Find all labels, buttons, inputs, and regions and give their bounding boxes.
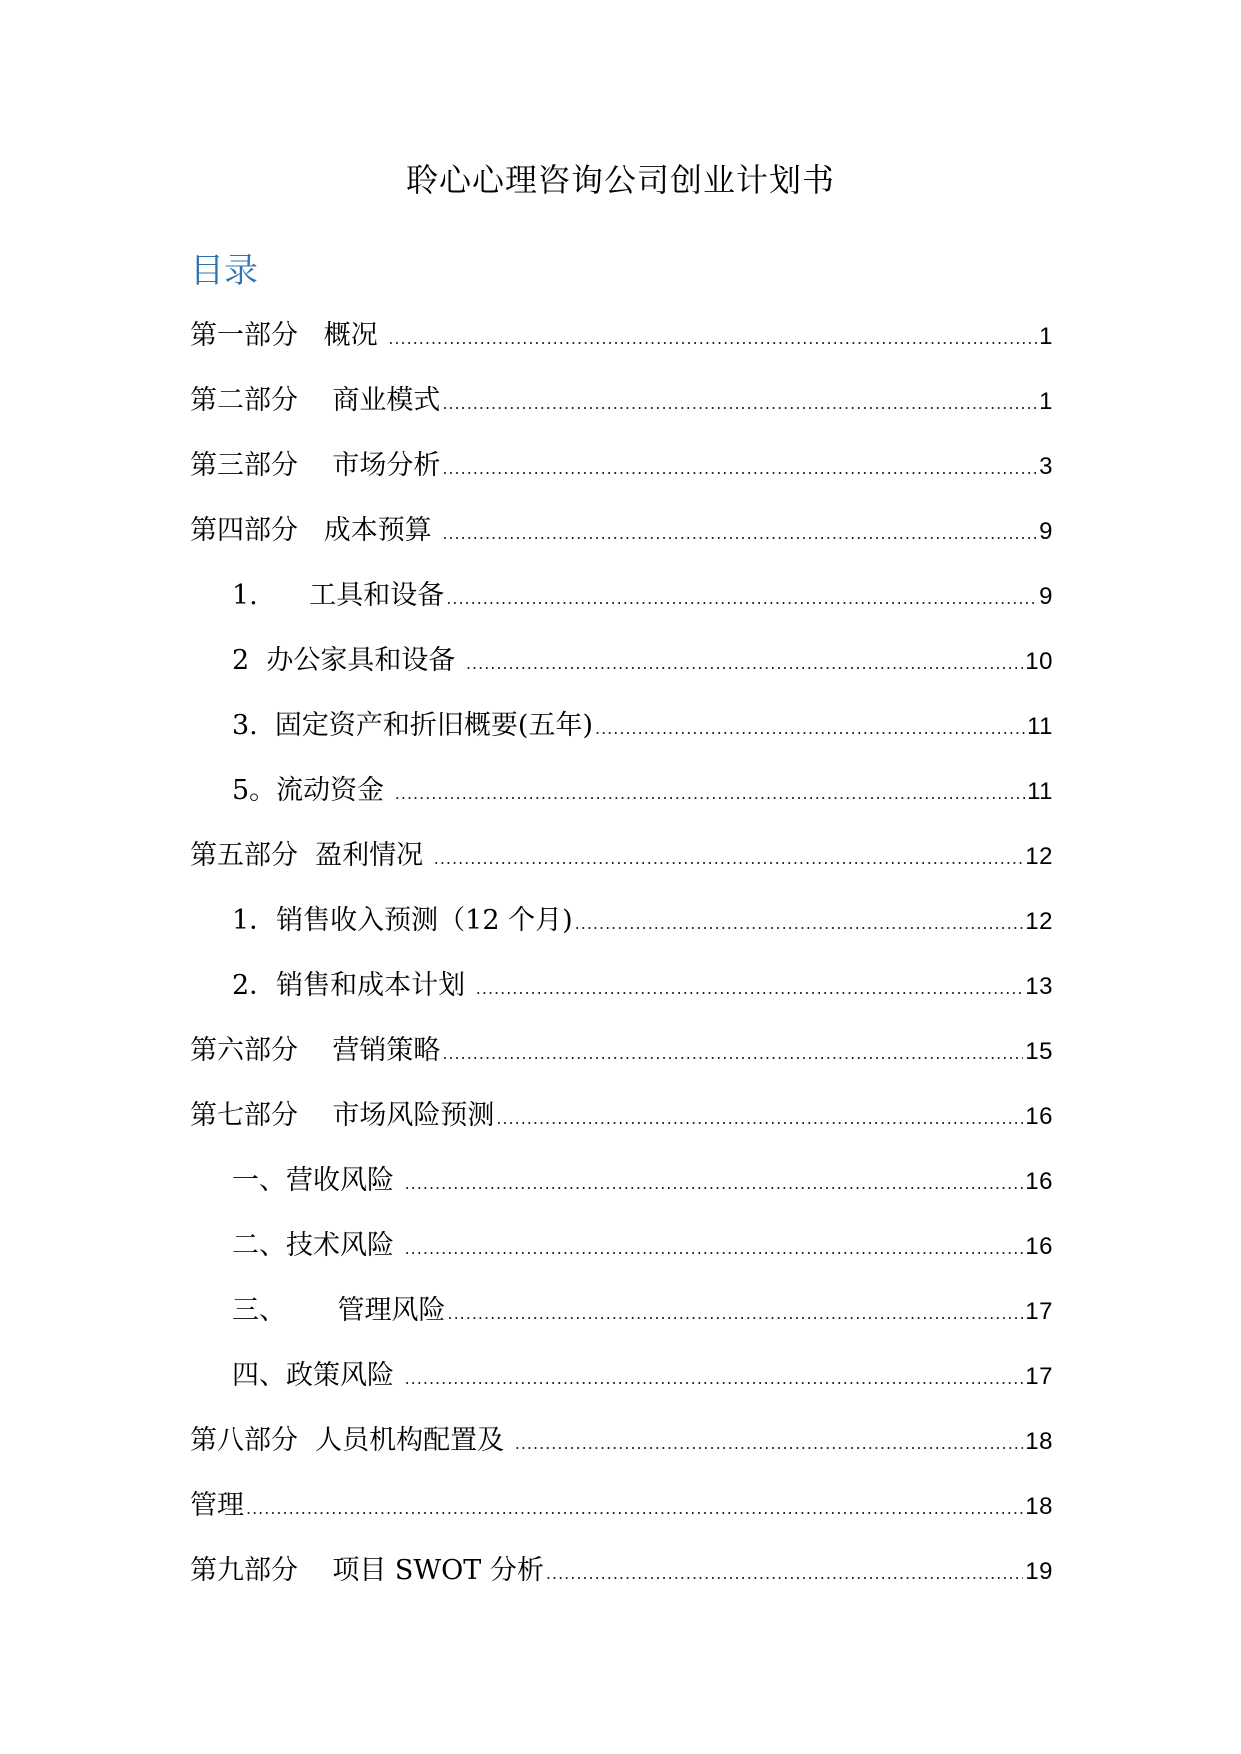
toc-entry-page-number: 18: [1025, 1493, 1053, 1520]
dot-leader: [466, 644, 1023, 684]
toc-entry-label: 二、技术风险: [232, 1230, 403, 1261]
toc-entry-page-number: 12: [1025, 843, 1053, 870]
dot-leader: [442, 514, 1037, 554]
toc-entry-label: 三、 管理风险: [232, 1295, 446, 1326]
dot-leader: [405, 1229, 1024, 1269]
toc-entry-part-3[interactable]: [190, 446, 1053, 511]
toc-entry-label: 2 办公家具和设备: [232, 645, 464, 676]
toc-entry-label: 管理: [190, 1490, 244, 1521]
toc-entry-page-number: 12: [1025, 908, 1053, 935]
toc-entry-page-number: 15: [1025, 1038, 1053, 1065]
dot-leader: [546, 1554, 1023, 1594]
toc-entry-part-5-item-1[interactable]: [190, 901, 1053, 966]
toc-entry-page-number: 11: [1027, 713, 1053, 740]
toc-entry-label: 第二部分 商业模式: [190, 385, 441, 416]
toc-entry-label: 5。流动资金: [232, 775, 393, 806]
dot-leader: [448, 1294, 1024, 1334]
toc-entry-page-number: 1: [1039, 388, 1053, 415]
toc-entry-label: 第三部分 市场分析: [190, 450, 441, 481]
dot-leader: [515, 1424, 1024, 1464]
toc-entry-part-8-continued[interactable]: [190, 1486, 1053, 1551]
dot-leader: [246, 1489, 1023, 1529]
toc-entry-part-7-item-4[interactable]: [190, 1356, 1053, 1421]
toc-entry-page-number: 17: [1025, 1298, 1053, 1325]
dot-leader: [496, 1099, 1023, 1139]
toc-entry-label: 1．销售收入预测（12 个月): [232, 905, 573, 936]
toc-entry-label: 第六部分 营销策略: [190, 1035, 441, 1066]
toc-entry-label: 第五部分 盈利情况: [190, 840, 432, 871]
toc-entry-page-number: 9: [1039, 583, 1053, 610]
dot-leader: [442, 449, 1037, 489]
dot-leader: [405, 1164, 1024, 1204]
dot-leader: [395, 774, 1025, 814]
toc-heading: 目录: [190, 251, 258, 291]
toc-entry-page-number: 1: [1039, 323, 1053, 350]
toc-entry-part-2[interactable]: [190, 381, 1053, 446]
toc-entry-page-number: 16: [1025, 1103, 1053, 1130]
toc-entry-part-4-item-5[interactable]: [190, 771, 1053, 836]
toc-entry-label: 第八部分 人员机构配置及: [190, 1425, 513, 1456]
toc-entry-part-7-item-2[interactable]: [190, 1226, 1053, 1291]
toc-entry-label: 3. 固定资产和折旧概要(五年): [232, 710, 593, 741]
dot-leader: [434, 839, 1024, 879]
toc-entry-label: 第一部分 概况: [190, 320, 387, 351]
dot-leader: [595, 709, 1025, 749]
toc-entry-label: 第九部分 项目 SWOT 分析: [190, 1555, 544, 1586]
toc-entry-part-4[interactable]: [190, 511, 1053, 576]
toc-entry-part-5-item-2[interactable]: [190, 966, 1053, 1031]
toc-entry-page-number: 18: [1025, 1428, 1053, 1455]
toc-entry-part-5[interactable]: [190, 836, 1053, 901]
toc-entry-page-number: 9: [1039, 518, 1053, 545]
toc-entry-part-4-item-1[interactable]: [190, 576, 1053, 641]
toc-entry-page-number: 16: [1025, 1233, 1053, 1260]
dot-leader: [388, 319, 1037, 359]
dot-leader: [446, 579, 1037, 619]
toc-entry-part-7-item-3[interactable]: [190, 1291, 1053, 1356]
toc-entry-part-6[interactable]: [190, 1031, 1053, 1096]
toc-entry-label: 四、政策风险: [232, 1360, 403, 1391]
dot-leader: [575, 904, 1024, 944]
toc-list: [190, 316, 1053, 1616]
toc-entry-page-number: 10: [1025, 648, 1053, 675]
toc-entry-part-7[interactable]: [190, 1096, 1053, 1161]
toc-entry-part-1[interactable]: [190, 316, 1053, 381]
toc-entry-part-4-item-2[interactable]: [190, 641, 1053, 706]
toc-entry-label: 第四部分 成本预算: [190, 515, 441, 546]
toc-entry-page-number: 16: [1025, 1168, 1053, 1195]
dot-leader: [405, 1359, 1024, 1399]
toc-entry-part-7-item-1[interactable]: [190, 1161, 1053, 1226]
toc-entry-label: 一、营收风险: [232, 1165, 403, 1196]
dot-leader: [476, 969, 1024, 1009]
toc-entry-label: 第七部分 市场风险预测: [190, 1100, 495, 1131]
toc-entry-page-number: 13: [1025, 973, 1053, 1000]
toc-entry-page-number: 19: [1025, 1558, 1053, 1585]
dot-leader: [442, 384, 1037, 424]
toc-entry-part-9[interactable]: [190, 1551, 1053, 1616]
toc-entry-label: 1. 工具和设备: [232, 580, 445, 611]
dot-leader: [442, 1034, 1023, 1074]
toc-entry-label: 2．销售和成本计划: [232, 970, 474, 1001]
toc-entry-page-number: 11: [1027, 778, 1053, 805]
document-title: 聆心心理咨询公司创业计划书: [405, 161, 835, 199]
toc-entry-part-4-item-3[interactable]: [190, 706, 1053, 771]
toc-entry-part-8[interactable]: [190, 1421, 1053, 1486]
toc-entry-page-number: 3: [1039, 453, 1053, 480]
toc-entry-page-number: 17: [1025, 1363, 1053, 1390]
